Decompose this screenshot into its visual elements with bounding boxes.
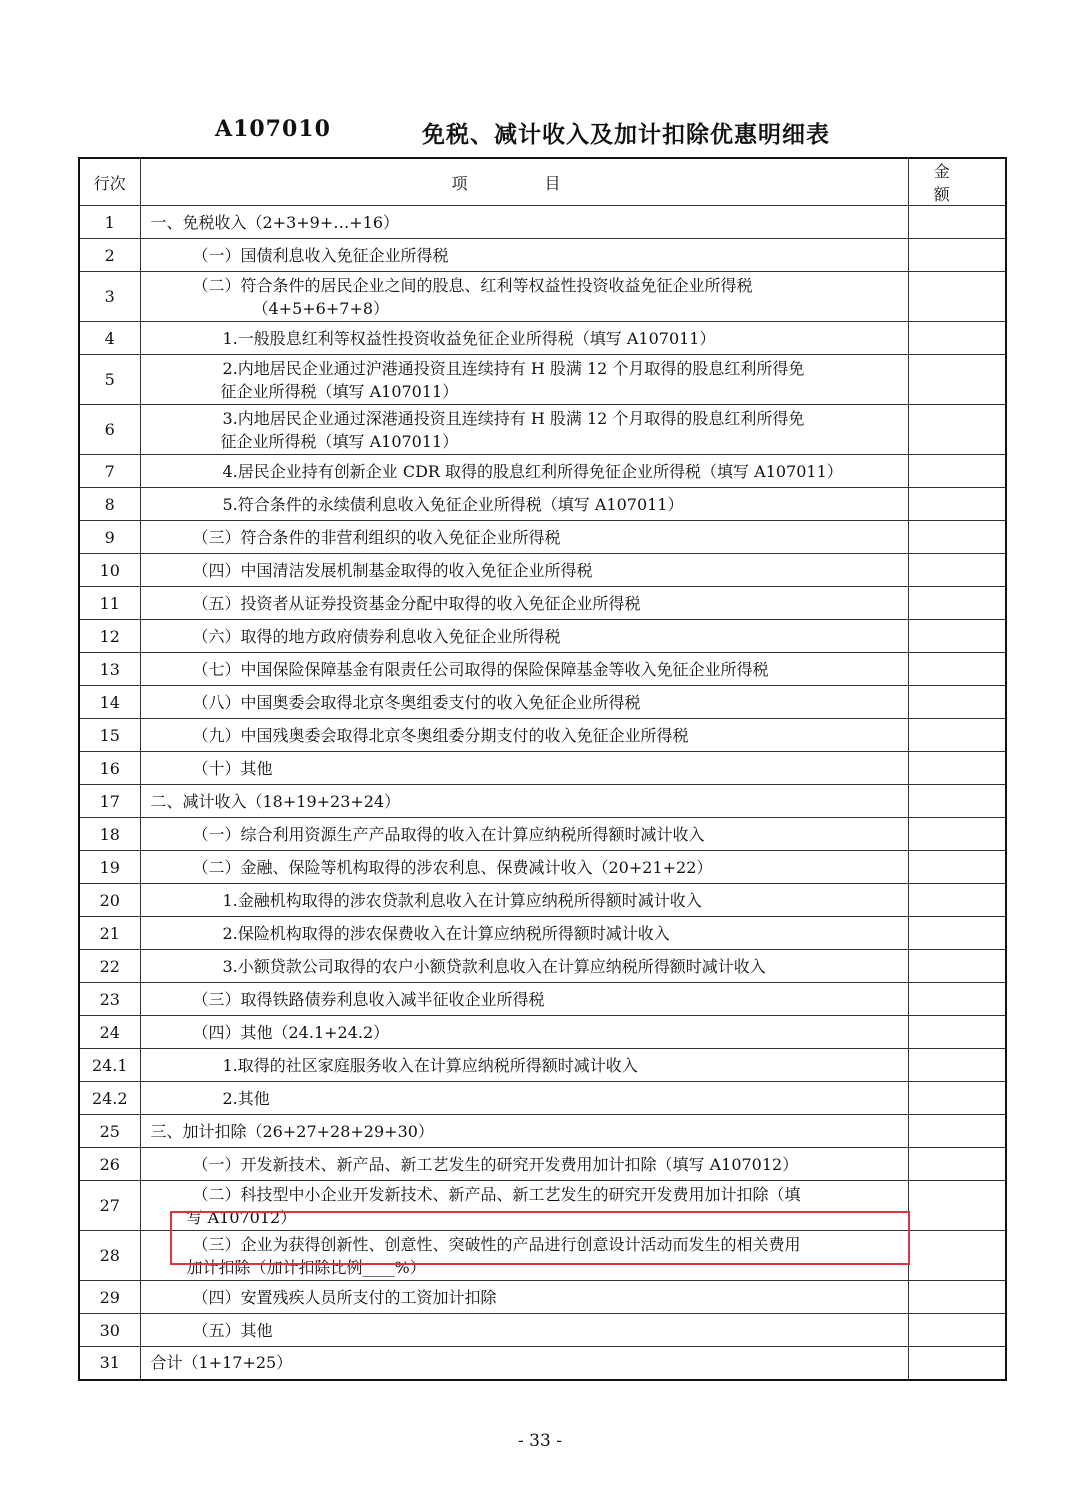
- amount-cell[interactable]: [908, 917, 1006, 950]
- header-row-no: 行次: [79, 158, 140, 206]
- table-row: [79, 455, 1006, 488]
- table-row: [79, 554, 1006, 587]
- table-row: [79, 851, 1006, 884]
- amount-cell[interactable]: [908, 455, 1006, 488]
- table-row: [79, 1016, 1006, 1049]
- row-number: 9: [79, 521, 140, 554]
- header-amount: 金 额: [908, 158, 1006, 206]
- row-item: [140, 983, 908, 1016]
- row-number: 16: [79, 752, 140, 785]
- table-row: [79, 983, 1006, 1016]
- table-row: [79, 239, 1006, 272]
- row-number: 28: [79, 1231, 140, 1281]
- row-item-text: 3.小额贷款公司取得的农户小额贷款利息收入在计算应纳税所得额时减计收入: [222, 956, 766, 976]
- table-row: [79, 355, 1006, 405]
- row-number: 13: [79, 653, 140, 686]
- row-item: [140, 554, 908, 587]
- amount-cell[interactable]: [908, 1181, 1006, 1231]
- row-item-text: （二）符合条件的居民企业之间的股息、红利等权益性投资收益免征企业所得税: [192, 275, 753, 295]
- row-item-text: 5.符合条件的永续债利息收入免征企业所得税（填写 A107011）: [222, 494, 684, 514]
- row-item: [140, 239, 908, 272]
- amount-cell[interactable]: [908, 1082, 1006, 1115]
- table-row: [79, 686, 1006, 719]
- row-item-text: 4.居民企业持有创新企业 CDR 取得的股息红利所得免征企业所得税（填写 A107011）: [222, 461, 843, 481]
- table-row: [79, 521, 1006, 554]
- row-item-text: 1.取得的社区家庭服务收入在计算应纳税所得额时减计收入: [222, 1055, 638, 1075]
- row-item: [140, 1082, 908, 1115]
- table-row: [79, 587, 1006, 620]
- table-row: [79, 620, 1006, 653]
- amount-cell[interactable]: [908, 653, 1006, 686]
- row-item-text: （三）符合条件的非营利组织的收入免征企业所得税: [192, 527, 561, 547]
- row-number: 15: [79, 719, 140, 752]
- tax-detail-table: [78, 157, 1007, 1381]
- form-code: A107010: [215, 116, 331, 142]
- amount-cell[interactable]: [908, 950, 1006, 983]
- row-number: 11: [79, 587, 140, 620]
- amount-cell[interactable]: [908, 983, 1006, 1016]
- row-item-text: （六）取得的地方政府债券利息收入免征企业所得税: [192, 626, 561, 646]
- row-item: [140, 1347, 908, 1380]
- row-number: 22: [79, 950, 140, 983]
- amount-cell[interactable]: [908, 1314, 1006, 1347]
- row-item-text: （八）中国奥委会取得北京冬奥组委支付的收入免征企业所得税: [192, 692, 641, 712]
- row-item: [140, 950, 908, 983]
- row-item-continuation: 征企业所得税（填写 A107011）: [220, 381, 459, 401]
- row-item-text: 2.保险机构取得的涉农保费收入在计算应纳税所得额时减计收入: [222, 923, 670, 943]
- row-item: [140, 1115, 908, 1148]
- row-item-text: （七）中国保险保障基金有限责任公司取得的保险保障基金等收入免征企业所得税: [192, 659, 769, 679]
- amount-cell[interactable]: [908, 587, 1006, 620]
- row-number: 26: [79, 1148, 140, 1181]
- row-number: 17: [79, 785, 140, 818]
- table-row: [79, 818, 1006, 851]
- row-number: 27: [79, 1181, 140, 1231]
- amount-cell[interactable]: [908, 554, 1006, 587]
- amount-cell[interactable]: [908, 355, 1006, 405]
- highlight-box: [170, 1211, 910, 1265]
- row-number: 14: [79, 686, 140, 719]
- amount-cell[interactable]: [908, 1049, 1006, 1082]
- row-item-text: 一、免税收入（2+3+9+…+16）: [150, 212, 400, 232]
- row-number: 3: [79, 272, 140, 322]
- row-item-text: 3.内地居民企业通过深港通投资且连续持有 H 股满 12 个月取得的股息红利所得免: [222, 408, 805, 428]
- row-item: [140, 620, 908, 653]
- row-item: [140, 917, 908, 950]
- row-number: 20: [79, 884, 140, 917]
- row-item-text: 合计（1+17+25）: [150, 1353, 293, 1373]
- table-row: [79, 322, 1006, 355]
- amount-cell[interactable]: [908, 1231, 1006, 1281]
- amount-cell[interactable]: [908, 1281, 1006, 1314]
- row-item: [140, 587, 908, 620]
- row-item-text: 1.一般股息红利等权益性投资收益免征企业所得税（填写 A107011）: [222, 328, 716, 348]
- table-row: [79, 1148, 1006, 1181]
- row-item-continuation: 征企业所得税（填写 A107011）: [220, 431, 459, 451]
- page-number: - 33 -: [518, 1431, 562, 1451]
- row-item: [140, 719, 908, 752]
- amount-cell[interactable]: [908, 1148, 1006, 1181]
- amount-cell[interactable]: [908, 752, 1006, 785]
- row-item: [140, 405, 908, 455]
- table-row: [79, 1115, 1006, 1148]
- row-item: [140, 1314, 908, 1347]
- row-item: [140, 686, 908, 719]
- row-item-text: 2.内地居民企业通过沪港通投资且连续持有 H 股满 12 个月取得的股息红利所得免: [222, 358, 805, 378]
- table-row: [79, 1347, 1006, 1380]
- row-item: [140, 521, 908, 554]
- row-item: [140, 785, 908, 818]
- row-item: [140, 355, 908, 405]
- row-item-continuation: 加计扣除（加计扣除比例____%）: [186, 1257, 426, 1277]
- row-number: 25: [79, 1115, 140, 1148]
- table-row: [79, 719, 1006, 752]
- table-row: [79, 1281, 1006, 1314]
- amount-cell[interactable]: [908, 851, 1006, 884]
- row-item: [140, 851, 908, 884]
- amount-cell[interactable]: [908, 272, 1006, 322]
- amount-cell[interactable]: [908, 1016, 1006, 1049]
- row-item-text: （五）投资者从证券投资基金分配中取得的收入免征企业所得税: [192, 593, 641, 613]
- row-number: 6: [79, 405, 140, 455]
- row-number: 21: [79, 917, 140, 950]
- row-item-text: （一）开发新技术、新产品、新工艺发生的研究开发费用加计扣除（填写 A107012）: [192, 1154, 799, 1174]
- row-item-text: （四）其他（24.1+24.2）: [192, 1022, 390, 1042]
- row-number: 24.1: [79, 1049, 140, 1082]
- table-header-row: [79, 158, 1006, 206]
- amount-cell[interactable]: [908, 686, 1006, 719]
- row-number: 19: [79, 851, 140, 884]
- row-item: [140, 1148, 908, 1181]
- page-title: 免税、减计收入及加计扣除优惠明细表: [422, 121, 830, 148]
- table-row: [79, 488, 1006, 521]
- row-number: 18: [79, 818, 140, 851]
- amount-cell[interactable]: [908, 719, 1006, 752]
- row-number: 12: [79, 620, 140, 653]
- row-item: [140, 488, 908, 521]
- row-item-text: （一）国债利息收入免征企业所得税: [192, 245, 449, 265]
- amount-cell[interactable]: [908, 884, 1006, 917]
- row-number: 1: [79, 206, 140, 239]
- row-item: [140, 884, 908, 917]
- row-item: [140, 272, 908, 322]
- row-number: 30: [79, 1314, 140, 1347]
- row-item: [140, 653, 908, 686]
- header-item: 项 目: [140, 158, 908, 206]
- row-item: [140, 818, 908, 851]
- row-number: 31: [79, 1347, 140, 1380]
- row-item-text: 二、减计收入（18+19+23+24）: [150, 791, 401, 811]
- row-number: 8: [79, 488, 140, 521]
- amount-cell[interactable]: [908, 322, 1006, 355]
- row-item-text: （三）取得铁路债券利息收入减半征收企业所得税: [192, 989, 545, 1009]
- row-item: [140, 1016, 908, 1049]
- row-item: [140, 322, 908, 355]
- row-item-text: 1.金融机构取得的涉农贷款利息收入在计算应纳税所得额时减计收入: [222, 890, 702, 910]
- row-item-text: （二）金融、保险等机构取得的涉农利息、保费减计收入（20+21+22）: [192, 857, 713, 877]
- table-row: [79, 884, 1006, 917]
- row-item-text: 三、加计扣除（26+27+28+29+30）: [150, 1121, 434, 1141]
- table-row: [79, 752, 1006, 785]
- table-row: [79, 1049, 1006, 1082]
- row-item-text: （三）企业为获得创新性、创意性、突破性的产品进行创意设计活动而发生的相关费用: [192, 1234, 801, 1254]
- row-item: [140, 752, 908, 785]
- amount-cell[interactable]: [908, 521, 1006, 554]
- row-number: 10: [79, 554, 140, 587]
- row-number: 4: [79, 322, 140, 355]
- amount-cell[interactable]: [908, 620, 1006, 653]
- row-item-continuation: （4+5+6+7+8）: [252, 298, 390, 318]
- row-item-text: （十）其他: [192, 758, 273, 778]
- row-item-text: （九）中国残奥委会取得北京冬奥组委分期支付的收入免征企业所得税: [192, 725, 689, 745]
- table-row: [79, 272, 1006, 322]
- table-row: [79, 1082, 1006, 1115]
- row-item-continuation: 写 A107012）: [186, 1207, 297, 1227]
- row-item: [140, 1049, 908, 1082]
- amount-cell[interactable]: [908, 239, 1006, 272]
- table-row: [79, 653, 1006, 686]
- amount-cell[interactable]: [908, 818, 1006, 851]
- amount-cell[interactable]: [908, 1115, 1006, 1148]
- row-number: 2: [79, 239, 140, 272]
- table-row: [79, 917, 1006, 950]
- row-item-text: （四）安置残疾人员所支付的工资加计扣除: [192, 1287, 497, 1307]
- row-item: [140, 455, 908, 488]
- row-item-text: （一）综合利用资源生产产品取得的收入在计算应纳税所得额时减计收入: [192, 824, 705, 844]
- row-number: 5: [79, 355, 140, 405]
- row-number: 23: [79, 983, 140, 1016]
- row-item: [140, 1281, 908, 1314]
- amount-cell[interactable]: [908, 488, 1006, 521]
- table-row: [79, 206, 1006, 239]
- table-row: [79, 950, 1006, 983]
- row-number: 29: [79, 1281, 140, 1314]
- table-row: [79, 785, 1006, 818]
- amount-cell[interactable]: [908, 1347, 1006, 1380]
- table-row: [79, 1314, 1006, 1347]
- row-item-text: （五）其他: [192, 1320, 273, 1340]
- amount-cell[interactable]: [908, 405, 1006, 455]
- table-row: [79, 405, 1006, 455]
- row-number: 24: [79, 1016, 140, 1049]
- amount-cell[interactable]: [908, 206, 1006, 239]
- row-number: 7: [79, 455, 140, 488]
- row-item-text: 2.其他: [222, 1088, 270, 1108]
- row-item-text: （四）中国清洁发展机制基金取得的收入免征企业所得税: [192, 560, 593, 580]
- row-item-text: （二）科技型中小企业开发新技术、新产品、新工艺发生的研究开发费用加计扣除（填: [192, 1184, 801, 1204]
- row-number: 24.2: [79, 1082, 140, 1115]
- amount-cell[interactable]: [908, 785, 1006, 818]
- row-item: [140, 206, 908, 239]
